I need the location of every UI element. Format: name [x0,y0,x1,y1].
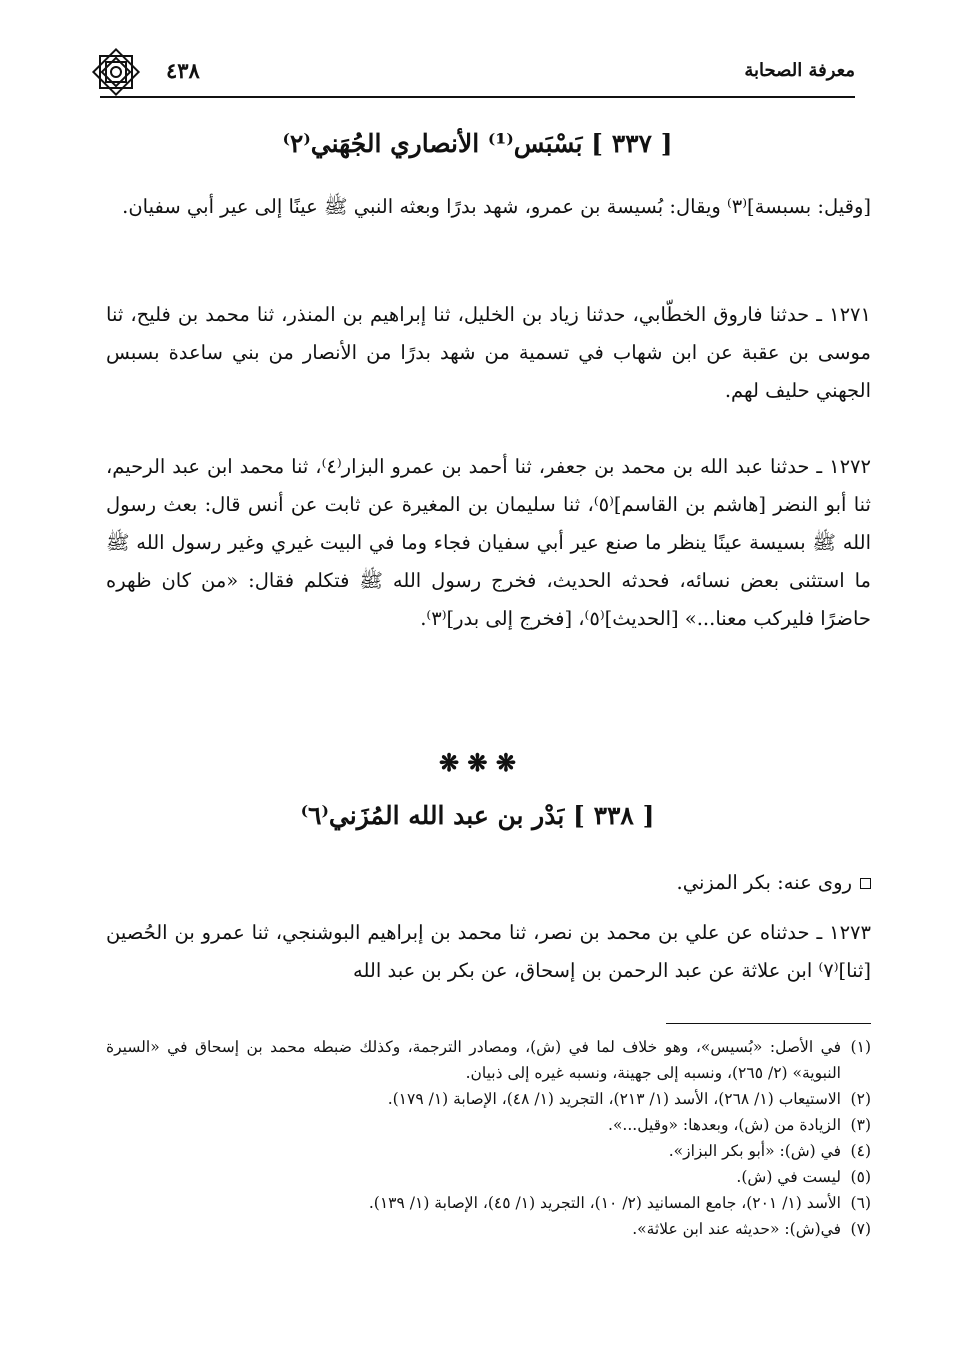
footnote-text: الأسد (١/ ٢٠١)، جامع المسانيد (٢/ ١٠)، التجريد (١/ ٤٥)، الإصابة (١/ ١٣٩). [368,1194,841,1212]
entry-338-intro-text: روى عنه: بكر المزني. [676,871,852,894]
footnote-1 [106,1034,871,1086]
section-separator: ❋ ❋ ❋ [438,748,517,777]
footnote-number: (٥) [850,1168,871,1186]
footnote-text: الاستيعاب (١/ ٢٦٨)، الأسد (١/ ٢١٣)، التجريد (١/ ٤٨)، الإصابة (١/ ١٧٩). [387,1090,841,1108]
entry-337-intro: [وقيل: بسبسة]⁽٣⁾ ويقال: بُسيسة بن عمرو، شهد بدرًا وبعثه النبي ﷺ عينًا إلى عير أبي سفيان. [122,195,871,218]
footnote-number: (٣) [850,1116,871,1134]
footnotes [106,1034,871,1242]
footnote-text: في الأصل: «بُسيس»، وهو خلاف لما في (ش)، ومصادر الترجمة، وكذلك ضبطه محمد بن إسحاق في «السيرة النبوية» (٢/ ٢٦٥)، ونسبه إلى جهينة، ونسبه غيره إلى ذبيان. [106,1038,841,1082]
footnote-5 [106,1164,871,1190]
footnote-divider [666,1023,871,1024]
hadith-1273: ١٢٧٣ ـ حدثناه عن علي بن محمد بن نصر، ثنا محمد بن إبراهيم البوشنجي، ثنا عمرو بن الحُصين [ثنا]⁽٧⁾ ابن علاثة عن عبد الرحمن بن إسحاق، عن بكر بن عبد الله [106,921,871,982]
footnote-text: في(ش): «حديثه عند ابن علاثة». [632,1220,841,1238]
footnote-text: ليست في (ش). [736,1168,841,1186]
entry-338-intro [106,864,871,902]
footnote-number: (١) [850,1038,871,1056]
footnote-6 [106,1190,871,1216]
footnote-3 [106,1112,871,1138]
footnote-2 [106,1086,871,1112]
square-bullet-icon [860,878,871,889]
page-header [100,50,855,98]
footnote-number: (٧) [850,1220,871,1238]
ornament-icon [88,44,144,100]
footnote-number: (٦) [850,1194,871,1212]
footnote-text: في (ش): «أبو بكر البزاز». [668,1142,841,1160]
book-title: معرفة الصحابة [744,60,855,81]
entry-heading-338: [ ٣٣٨ ] بَدْر بن عبد الله المُزَني⁽٦⁾ [300,801,655,830]
page-number: ٤٣٨ [166,58,200,83]
footnote-4 [106,1138,871,1164]
footnote-number: (٤) [850,1142,871,1160]
hadith-1272: ١٢٧٢ ـ حدثنا عبد الله بن محمد بن جعفر، ثنا أحمد بن عمرو البزار⁽٤⁾، ثنا محمد ابن عبد الرحيم، ثنا أبو النضر [هاشم بن القاسم]⁽٥⁾، ثنا سليمان بن المغيرة عن ثابت عن أنس قال: بعث رسول الله ﷺ بسيسة عينًا ينظر ما صنع عير أبي سفيان فجاء وما في البيت غيري وغير رسول الله ﷺ ما استثنى بعض نسائه، فحدثه الحديث، فخرج رسول الله ﷺ فتكلم فقال: «من كان ظهره حاضرًا فليركب معنا...» [الحديث]⁽٥⁾، [فخرج إلى بدر]⁽٣⁾. [106,455,871,630]
footnote-7 [106,1216,871,1242]
entry-heading-337: [ ٣٣٧ ] بَسْبَس⁽¹⁾ الأنصاري الجُهَني⁽٢⁾ [282,129,673,158]
footnote-number: (٢) [850,1090,871,1108]
hadith-1271: ١٢٧١ ـ حدثنا فاروق الخطّابي، حدثنا زياد بن الخليل، ثنا إبراهيم بن المنذر، ثنا محمد بن فليح، ثنا موسى بن عقبة عن ابن شهاب في تسمية من شهد بدرًا من الأنصار من بني ساعدة بسبس الجهني حليف لهم. [106,303,871,402]
footnote-text: الزيادة من (ش)، وبعدها: «وقيل...». [608,1116,841,1134]
